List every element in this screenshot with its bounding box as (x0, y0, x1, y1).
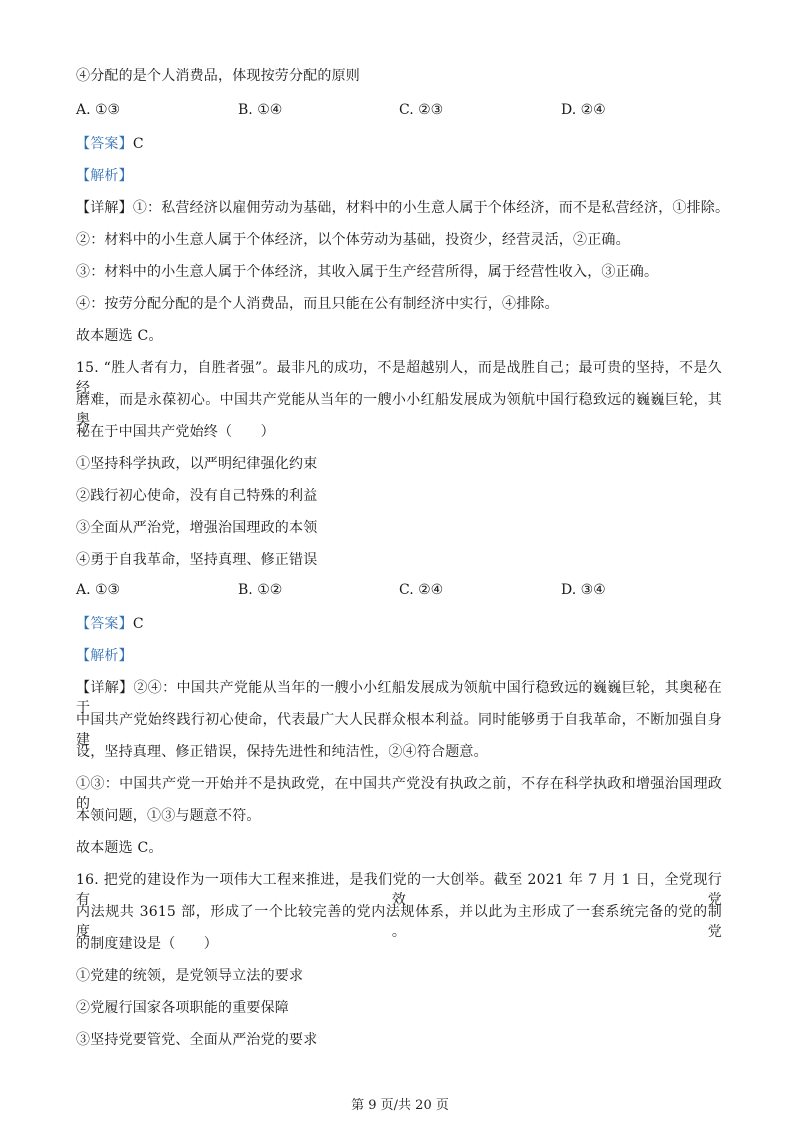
analysis-tag: 【解析】 (76, 648, 133, 664)
detail-tag: 【详解】 (76, 200, 133, 216)
q14-detail-line-3: ③：材料中的小生意人属于个体经济，其收入属于生产经营所得，属于经营性收入，③正确。 (76, 264, 659, 280)
answer-tag: 【答案】 (76, 616, 133, 632)
q15-answer (76, 614, 144, 634)
answer-value: C (132, 616, 144, 632)
q15-choice-a: A. ①③ (76, 582, 121, 598)
q15-option-4: ④勇于自我革命，坚持真理、修正错误 (76, 552, 318, 568)
page-footer: 第 9 页/共 20 页 (351, 1098, 449, 1113)
q16-option-2: ②党履行国家各项职能的重要保障 (76, 1000, 289, 1016)
q14-choice-a: A. ①③ (76, 102, 121, 118)
q14-detail-line-2: ②：材料中的小生意人属于个体经济，以个体劳动为基础，投资少，经营灵活，②正确。 (76, 232, 630, 248)
q15-detail-line-2: 中国共产党始终践行初心使命，代表最广大人民群众根本利益。同时能够勇于自我革命，不断加强自身建 (76, 712, 722, 748)
q16-option-3: ③坚持党要管党、全面从严治党的要求 (76, 1032, 318, 1048)
q15-detail-line-5: 本领问题，①③与题意不符。 (76, 808, 261, 824)
q16-stem-line-1: 16. 把党的建设作为一项伟大工程来推进，是我们党的一大创举。截至 2021 年 7 月 1 日，全党现行有效党 (76, 872, 722, 908)
q14-choice-c: C. ②③ (399, 102, 444, 118)
q14-choice-b: B. ①④ (238, 102, 283, 118)
q14-option-4: ④分配的是个人消费品，体现按劳分配的原则 (76, 68, 360, 84)
q16-stem-line-3: 的制度建设是（ ） (76, 936, 218, 952)
q16-stem-line-2: 内法规共 3615 部，形成了一个比较完善的党内法规体系，并以此为主形成了一套系统完备的党的制度。党 (76, 904, 722, 940)
analysis-tag: 【解析】 (76, 168, 133, 184)
q15-detail-line-4: ①③：中国共产党一开始并不是执政党，在中国共产党没有执政之前，不存在科学执政和增强治国理政的 (76, 776, 722, 812)
q14-answer (76, 134, 144, 154)
q15-stem-line-3: 秘在于中国共产党始终（ ） (76, 424, 275, 440)
q15-choice-d: D. ③④ (561, 582, 606, 598)
q15-option-1: ①坚持科学执政，以严明纪律强化约束 (76, 456, 318, 472)
q14-choice-d: D. ②④ (561, 102, 606, 118)
q15-conclusion: 故本题选 C。 (76, 840, 163, 856)
answer-tag: 【答案】 (76, 136, 133, 152)
detail-text: ①：私营经济以雇佣劳动为基础，材料中的小生意人属于个体经济，而不是私营经济，①排除。 (132, 200, 730, 216)
q15-choice-b: B. ①② (238, 582, 283, 598)
q15-option-3: ③全面从严治党，增强治国理政的本领 (76, 520, 318, 536)
q15-option-2: ②践行初心使命，没有自己特殊的利益 (76, 488, 318, 504)
q16-option-1: ①党建的统领，是党领导立法的要求 (76, 968, 304, 984)
q15-choice-c: C. ②④ (399, 582, 444, 598)
answer-value: C (132, 136, 144, 152)
q15-stem-line-2: 磨难，而是永葆初心。中国共产党能从当年的一艘小小红船发展成为领航中国行稳致远的巍巍巨轮，其奥 (76, 392, 722, 428)
q14-detail-line-1 (76, 198, 729, 218)
q15-analysis-heading (76, 646, 133, 666)
q14-conclusion: 故本题选 C。 (76, 328, 163, 344)
q15-detail-line-3: 设，坚持真理、修正错误，保持先进性和纯洁性，②④符合题意。 (76, 744, 488, 760)
q15-stem-line-1: 15. “胜人者有力，自胜者强”。最非凡的成功，不是超越别人，而是战胜自己；最可贵的坚持，不是久经 (76, 360, 722, 396)
q14-analysis-heading (76, 166, 133, 186)
detail-tag: 【详解】 (76, 680, 134, 696)
detail-text: ②④：中国共产党能从当年的一艘小小红船发展成为领航中国行稳致远的巍巍巨轮，其奥秘在于 (76, 680, 722, 716)
q14-detail-line-4: ④：按劳分配分配的是个人消费品，而且只能在公有制经济中实行，④排除。 (76, 296, 559, 312)
